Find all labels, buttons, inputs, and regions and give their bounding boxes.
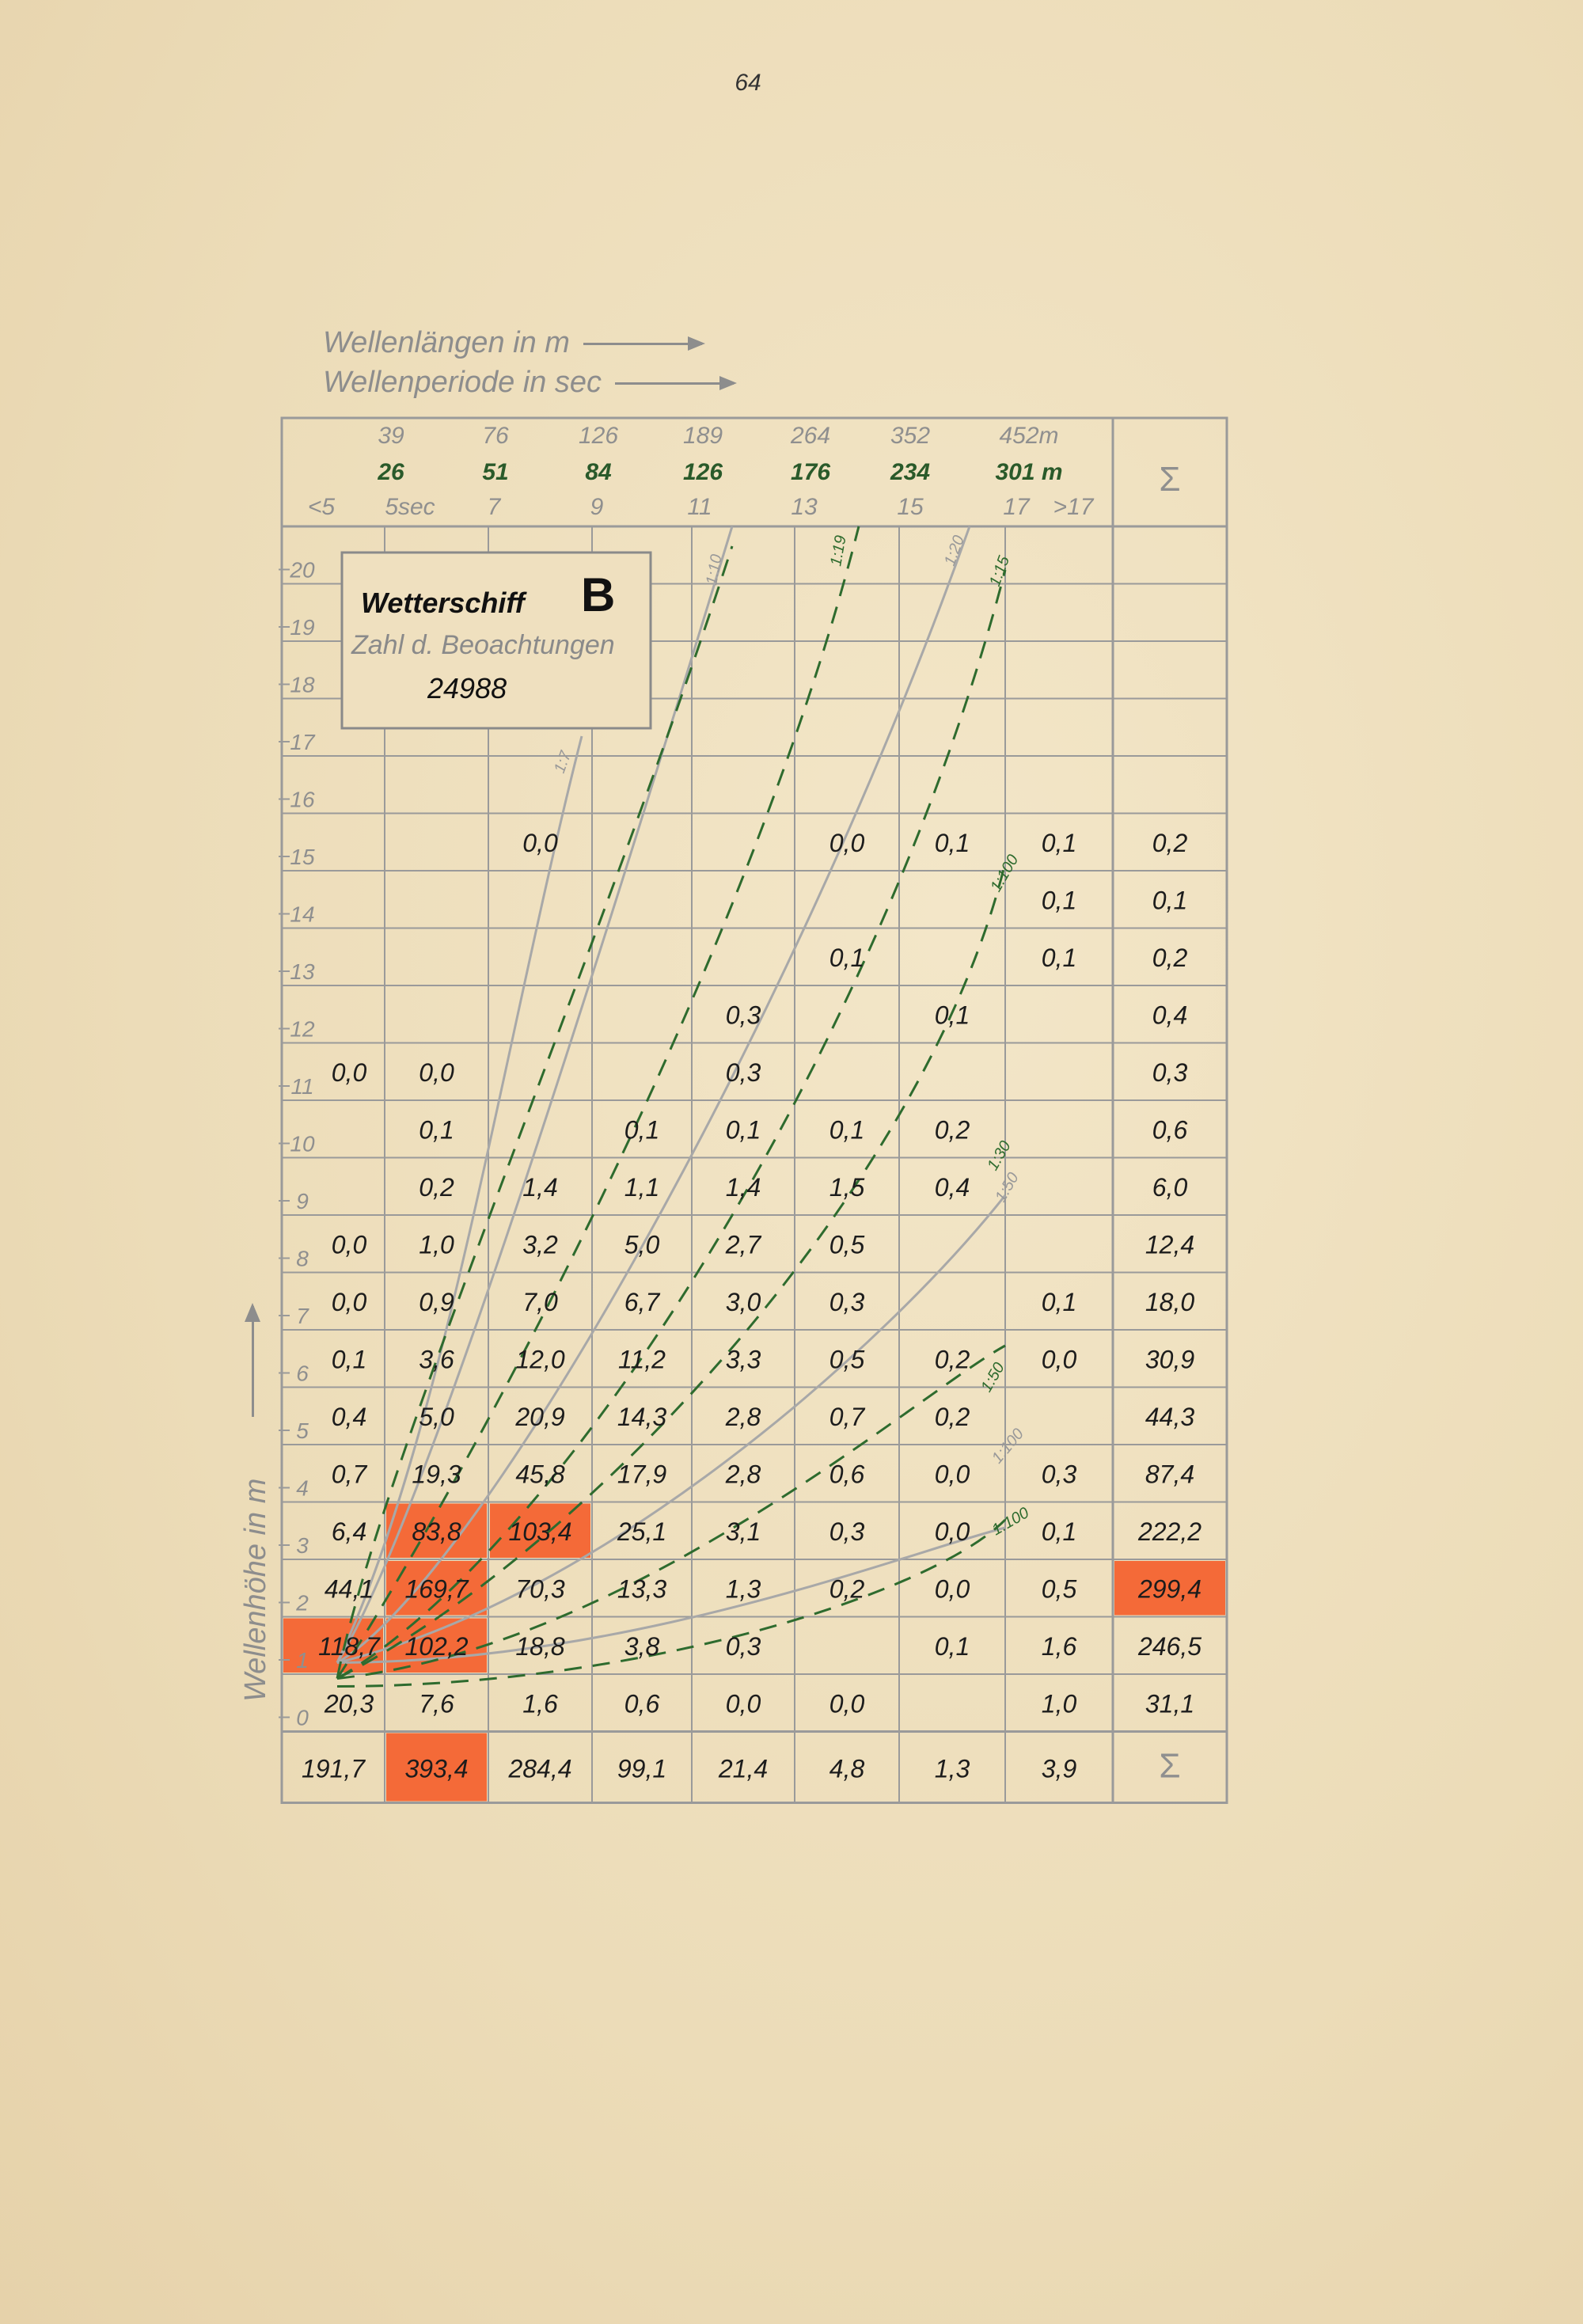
height-tick-label: 5 xyxy=(296,1418,309,1443)
table-cell: 25,1 xyxy=(617,1517,667,1546)
table-cells xyxy=(302,829,1201,1786)
table-cell: 0,5 xyxy=(829,1230,865,1259)
table-cell: 2,8 xyxy=(725,1402,761,1431)
table-cell: 3,2 xyxy=(522,1230,558,1259)
curve-label: 1:100 xyxy=(989,1504,1032,1540)
page-number: 64 xyxy=(735,70,761,96)
table-cell: 6,4 xyxy=(331,1517,367,1546)
height-ticks xyxy=(279,558,316,1730)
curve-label: 1:100 xyxy=(987,852,1023,895)
sum-footer-symbol: Σ xyxy=(1159,1746,1181,1786)
table-cell: 0,1 xyxy=(1041,828,1077,857)
table-cell: 18,8 xyxy=(515,1631,565,1661)
table-cell: 83,8 xyxy=(412,1517,461,1546)
height-tick-label: 11 xyxy=(290,1074,314,1099)
curve-label: 1:50 xyxy=(978,1359,1008,1396)
table-cell: 0,1 xyxy=(934,828,970,857)
table-cell: 0,3 xyxy=(725,1001,761,1030)
table-cell: 2,8 xyxy=(725,1460,761,1489)
table-cell: 31,1 xyxy=(1145,1689,1195,1718)
table-cell: 0,3 xyxy=(829,1517,865,1546)
table-cell: 0,0 xyxy=(331,1058,367,1087)
table-cell: 0,4 xyxy=(934,1172,970,1202)
period-label: 17 xyxy=(1003,494,1030,520)
wavelength-green-label: 176 xyxy=(790,459,831,485)
table-cell: 0,1 xyxy=(725,1115,761,1145)
wavelength-gray-label: 39 xyxy=(378,423,404,449)
table-cell: 0,3 xyxy=(1152,1058,1188,1087)
table-cell: 1,0 xyxy=(419,1230,454,1259)
height-tick-label: 20 xyxy=(290,557,315,583)
table-cell: 14,3 xyxy=(617,1402,667,1431)
table-cell: 0,1 xyxy=(1041,943,1077,972)
height-tick-label: 1 xyxy=(296,1648,309,1673)
table-cell: 0,1 xyxy=(1041,886,1077,915)
column-sum: 99,1 xyxy=(617,1754,667,1783)
height-tick-label: 15 xyxy=(290,845,315,869)
height-tick-label: 14 xyxy=(290,902,315,927)
period-caption-text: Wellenperiode in sec xyxy=(323,366,602,399)
column-sum: 21,4 xyxy=(718,1754,769,1783)
table-cell: 3,8 xyxy=(624,1631,660,1661)
table-cell: 0,1 xyxy=(331,1345,367,1374)
table-cell: 6,7 xyxy=(624,1287,660,1316)
table-cell: 0,2 xyxy=(934,1115,970,1145)
height-tick-label: 4 xyxy=(296,1475,309,1501)
wavelength-green-label: 126 xyxy=(682,459,723,485)
table-cell: 30,9 xyxy=(1145,1345,1195,1374)
wavelength-gray-label: 189 xyxy=(682,423,723,449)
column-sum: 393,4 xyxy=(404,1754,469,1783)
table-cell: 45,8 xyxy=(515,1460,565,1489)
table-cell: 87,4 xyxy=(1145,1460,1195,1489)
table-cell: 1,4 xyxy=(522,1172,558,1202)
table-cell: 1,6 xyxy=(522,1689,558,1718)
table-cell: 1,0 xyxy=(1041,1689,1077,1718)
table-cell: 6,0 xyxy=(1152,1172,1188,1202)
table-cell: 0,2 xyxy=(419,1172,454,1202)
curve-label: 1:30 xyxy=(984,1137,1015,1174)
table-cell: 0,3 xyxy=(1041,1460,1077,1489)
height-tick-label: 17 xyxy=(290,730,315,754)
table-cell: 17,9 xyxy=(617,1460,667,1489)
period-label: 7 xyxy=(487,494,501,520)
table-cell: 1,6 xyxy=(1041,1631,1077,1661)
table-cell: 0,1 xyxy=(419,1115,454,1145)
height-tick-label: 13 xyxy=(290,959,315,984)
wavelength-gray-label: 352 xyxy=(890,423,931,449)
height-tick-label: 16 xyxy=(290,787,315,812)
table-cell: 0,1 xyxy=(934,1001,970,1030)
height-tick-label: 9 xyxy=(296,1189,309,1213)
info-box xyxy=(342,553,651,728)
table-cell: 102,2 xyxy=(404,1631,469,1661)
table-cell: 0,1 xyxy=(934,1631,970,1661)
column-sum: 191,7 xyxy=(301,1754,366,1783)
table-cell: 0,1 xyxy=(1041,1287,1077,1316)
table-cell: 0,0 xyxy=(331,1230,367,1259)
table-cell: 0,2 xyxy=(1152,943,1188,972)
table-cell: 0,1 xyxy=(624,1115,660,1145)
table-cell: 0,5 xyxy=(829,1345,865,1374)
wavelength-gray-label: 264 xyxy=(790,423,831,449)
wavelength-green-label: 26 xyxy=(378,459,404,485)
wavelength-gray-label: 126 xyxy=(578,423,619,449)
info-box-subtitle: Zahl d. Beoachtungen xyxy=(351,630,615,660)
table-cell: 0,0 xyxy=(829,828,865,857)
table-cell: 222,2 xyxy=(1137,1517,1202,1546)
table-cell: 1,3 xyxy=(725,1574,761,1604)
curve-label: 1:100 xyxy=(988,1425,1028,1468)
table-cell: 44,3 xyxy=(1145,1402,1195,1431)
curve-label: 1:7 xyxy=(551,749,575,776)
wavelength-green-label: 301 m xyxy=(995,459,1063,485)
table-cell: 246,5 xyxy=(1137,1631,1202,1661)
sum-header-symbol: Σ xyxy=(1159,460,1181,499)
table-header xyxy=(308,423,1181,520)
table-cell: 3,3 xyxy=(725,1345,761,1374)
curve-label: 1:19 xyxy=(827,534,850,568)
height-axis-label: Wellenhöhe in m xyxy=(239,1478,272,1702)
table-cell: 1,4 xyxy=(725,1172,761,1202)
table-cell: 3,1 xyxy=(725,1517,761,1546)
table-cell: 7,6 xyxy=(419,1689,454,1718)
table-cell: 7,0 xyxy=(522,1287,558,1316)
wavelength-gray-label: 452m xyxy=(999,423,1059,449)
curve-label: 1:10 xyxy=(703,553,726,587)
height-tick-label: 6 xyxy=(296,1361,309,1386)
table-cell: 0,1 xyxy=(829,1115,865,1145)
table-cell: 0,3 xyxy=(829,1287,865,1316)
table-cell: 0,2 xyxy=(934,1345,970,1374)
period-label: 13 xyxy=(791,494,818,520)
height-tick-label: 18 xyxy=(290,672,315,697)
column-sum: 3,9 xyxy=(1041,1754,1077,1783)
info-box-ship-letter: B xyxy=(581,568,616,621)
column-sum: 284,4 xyxy=(508,1754,572,1783)
table-cell: 44,1 xyxy=(324,1574,374,1604)
table-cell: 5,0 xyxy=(624,1230,660,1259)
wavelength-green-label: 51 xyxy=(482,459,509,485)
period-label: 5sec xyxy=(385,494,435,520)
table-cell: 3,0 xyxy=(725,1287,761,1316)
height-tick-label: 7 xyxy=(296,1304,309,1328)
info-box-title: Wetterschiff xyxy=(361,587,525,619)
column-sum: 4,8 xyxy=(829,1754,865,1783)
table-cell: 0,3 xyxy=(725,1631,761,1661)
table-cell: 0,3 xyxy=(725,1058,761,1087)
table-cell: 0,9 xyxy=(419,1287,454,1316)
table-cell: 299,4 xyxy=(1137,1574,1202,1604)
table-cell: 0,0 xyxy=(934,1574,970,1604)
table-cell: 70,3 xyxy=(515,1574,565,1604)
table-cell: 0,2 xyxy=(1152,828,1188,857)
height-tick-label: 0 xyxy=(296,1705,309,1730)
table-cell: 0,0 xyxy=(331,1287,367,1316)
height-tick-label: 12 xyxy=(290,1016,315,1042)
height-tick-label: 10 xyxy=(290,1131,315,1156)
table-cell: 0,7 xyxy=(829,1402,865,1431)
table-cell: 0,1 xyxy=(1041,1517,1077,1546)
height-tick-label: 19 xyxy=(290,615,315,640)
table-cell: 103,4 xyxy=(508,1517,572,1546)
table-cell: 118,7 xyxy=(318,1631,380,1661)
table-cell: 169,7 xyxy=(404,1574,469,1604)
wavelength-green-label: 234 xyxy=(890,459,931,485)
table-cell: 0,6 xyxy=(1152,1115,1188,1145)
table-cell: 5,0 xyxy=(419,1402,454,1431)
height-tick-label: 8 xyxy=(296,1246,309,1271)
table-cell: 0,0 xyxy=(1041,1345,1077,1374)
table-cell: 0,0 xyxy=(725,1689,761,1718)
table-cell: 0,1 xyxy=(1152,886,1188,915)
table-cell: 0,4 xyxy=(1152,1001,1188,1030)
table-cell: 19,3 xyxy=(412,1460,461,1489)
table-cell: 1,1 xyxy=(624,1172,660,1202)
height-tick-label: 3 xyxy=(296,1533,309,1558)
curve-label: 1:20 xyxy=(941,533,969,568)
table-cell: 0,6 xyxy=(624,1689,660,1718)
info-box-count: 24988 xyxy=(427,672,507,704)
table-cell: 0,4 xyxy=(331,1402,367,1431)
curve-label: 1:50 xyxy=(992,1169,1023,1206)
curve-label: 1:15 xyxy=(986,553,1014,589)
period-label: >17 xyxy=(1053,494,1094,520)
height-tick-label: 2 xyxy=(296,1590,309,1616)
table-cell: 0,0 xyxy=(829,1689,865,1718)
table-cell: 0,0 xyxy=(419,1058,454,1087)
table-cell: 13,3 xyxy=(617,1574,667,1604)
table-cell: 0,0 xyxy=(934,1517,970,1546)
column-sum: 1,3 xyxy=(934,1754,970,1783)
table-cell: 18,0 xyxy=(1145,1287,1195,1316)
table-cell: 12,4 xyxy=(1145,1230,1195,1259)
table-cell: 11,2 xyxy=(618,1345,666,1374)
table-cell: 0,5 xyxy=(1041,1574,1077,1604)
table-cell: 0,7 xyxy=(331,1460,367,1489)
period-label: 9 xyxy=(590,494,604,520)
table-cell: 1,5 xyxy=(829,1172,865,1202)
period-label: 11 xyxy=(687,494,712,520)
table-cell: 20,3 xyxy=(324,1689,374,1718)
table-cell: 0,0 xyxy=(934,1460,970,1489)
table-cell: 0,2 xyxy=(829,1574,865,1604)
table-cell: 2,7 xyxy=(725,1230,761,1259)
table-cell: 20,9 xyxy=(515,1402,565,1431)
table-cell: 0,6 xyxy=(829,1460,865,1489)
wavelength-caption-text: Wellenlängen in m xyxy=(323,326,570,359)
period-label: <5 xyxy=(307,494,336,520)
table-cell: 0,0 xyxy=(522,828,558,857)
table-cell: 0,1 xyxy=(829,943,865,972)
wavelength-gray-label: 76 xyxy=(482,423,509,449)
table-cell: 3,6 xyxy=(419,1345,454,1374)
table-cell: 12,0 xyxy=(515,1345,565,1374)
table-cell: 0,2 xyxy=(934,1402,970,1431)
wavelength-green-label: 84 xyxy=(585,459,612,485)
period-label: 15 xyxy=(897,494,924,520)
